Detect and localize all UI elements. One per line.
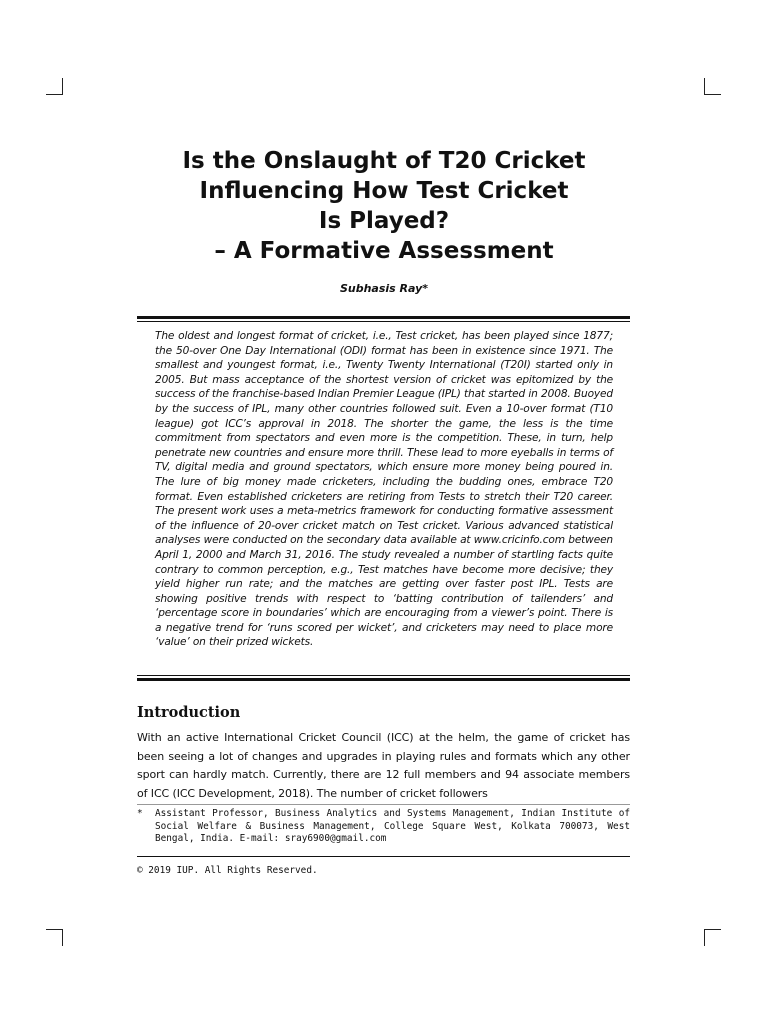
title-line: – A Formative Assessment [214,238,554,264]
copyright-rule [137,856,630,857]
section-heading: Introduction [137,704,241,721]
intro-paragraph: With an active International Cricket Council (ICC) at the helm, the game of cricket has been seeing a lot of changes and upgrades in playing rules and formats which any other sport can hardly match. Currently, there are 12 full members and 94 associate members of ICC (ICC Development, 2018). The number of cricket followers [137,731,630,800]
abstract-top-rule-thin [137,321,630,322]
title-line: Influencing How Test Cricket [199,178,569,204]
crop-mark-top-right-v [704,78,705,95]
abstract-bottom-rule-thin [137,675,630,676]
title-line: Is Played? [318,208,450,234]
crop-mark-bottom-right-v [704,929,705,946]
abstract-top-rule-thick [137,316,630,319]
crop-mark-top-right-h [704,94,721,95]
crop-mark-top-left-v [62,78,63,95]
crop-mark-top-left-h [46,94,63,95]
crop-mark-bottom-right-h [704,929,721,930]
crop-mark-bottom-left-v [62,929,63,946]
footnote-rule [137,804,630,805]
footnote-mark: * [137,808,143,819]
footnote-text: Assistant Professor, Business Analytics and Systems Management, Indian Institute of Social Welfare & Business Management, College Square West, Kolkata 700073, West Bengal, India. E-mail: sray6900@gmail.com [155,808,630,844]
abstract-text: The oldest and longest format of cricket, i.e., Test cricket, has been played since 1877; the 50-over One Day International (ODI) format has been in existence since 1971. The smallest and youngest format, i.e., Twenty Twenty International (T20I) started only in 2005. But mass acceptance of the shortest version of cricket was epitomized by the success of the franchise-based Indian Premier League (IPL) that started in 2008. Buoyed by the success of IPL, many other countries followed suit. Even a 10-over format (T10 league) got ICC’s approval in 2018. The shorter the game, the less is the time commitment from spectators and even more is the competition. These, in turn, help penetrate new countries and ensure more thrill. These lead to more eyeballs in terms of TV, digital media and ground spectators, which ensure more money being poured in. The lure of big money made cricketers, including the budding ones, embrace T20 format. Even established cricketers are retiring from Tests to stretch their T20 career. The present work uses a meta-metrics framework for conducting formative assessment of the influence of 20-over cricket match on Test cricket. Various advanced statistical analyses were conducted on the secondary data available at www.cricinfo.com between April 1, 2000 and March 31, 2016. The study revealed a number of startling facts quite contrary to common perception, e.g., Test matches have become more decisive; they yield higher run rate; and the matches are getting over faster post IPL. Tests are showing positive trends with respect to ‘batting contribution of tailenders’ and ‘percentage score in boundaries’ which are encouraging from a viewer’s point. There is a negative trend for ‘runs scored per wicket’, and cricketers may need to place more ‘value’ on their prized wickets. [155,330,613,649]
article-title [110,146,658,266]
copyright-notice: © 2019 IUP. All Rights Reserved. [137,865,318,876]
footnote [137,808,630,846]
author-name: Subhasis Ray* [339,282,429,295]
title-line: Is the Onslaught of T20 Cricket [182,148,586,174]
abstract-bottom-rule-thick [137,678,630,681]
crop-mark-bottom-left-h [46,929,63,930]
